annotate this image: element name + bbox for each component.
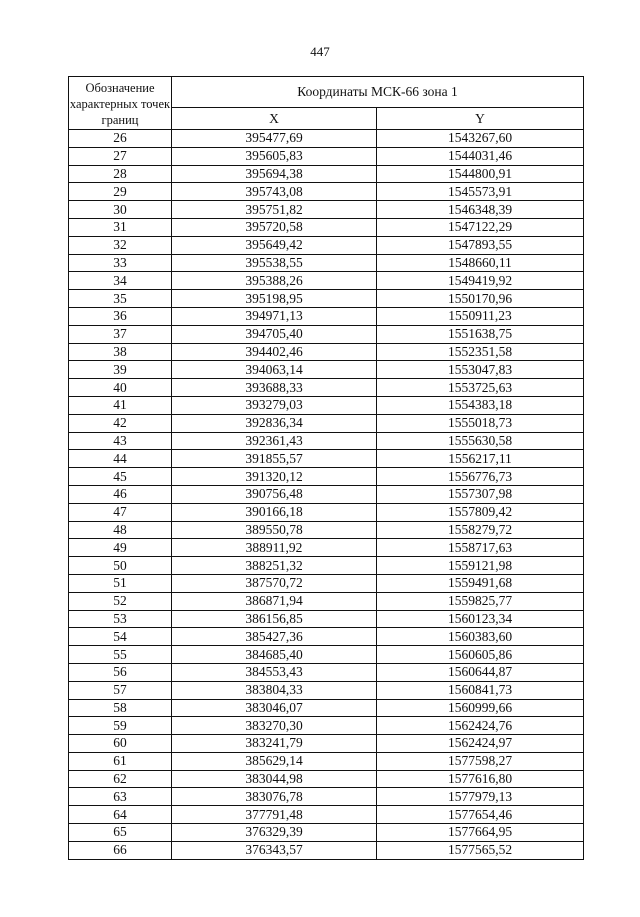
cell-y: 1556776,73 bbox=[377, 468, 584, 486]
cell-x: 386871,94 bbox=[172, 592, 377, 610]
cell-point: 65 bbox=[69, 824, 172, 842]
cell-point: 46 bbox=[69, 485, 172, 503]
cell-y: 1577598,27 bbox=[377, 752, 584, 770]
page-number: 447 bbox=[310, 44, 330, 59]
table-row bbox=[69, 663, 584, 681]
cell-y: 1547122,29 bbox=[377, 218, 584, 236]
table-row bbox=[69, 557, 584, 575]
table-row bbox=[69, 147, 584, 165]
cell-y: 1577664,95 bbox=[377, 824, 584, 842]
table-row bbox=[69, 343, 584, 361]
cell-x: 383241,79 bbox=[172, 735, 377, 753]
cell-y: 1560123,34 bbox=[377, 610, 584, 628]
cell-x: 385427,36 bbox=[172, 628, 377, 646]
cell-x: 394402,46 bbox=[172, 343, 377, 361]
cell-point: 29 bbox=[69, 183, 172, 201]
table-row bbox=[69, 610, 584, 628]
table-row bbox=[69, 752, 584, 770]
cell-y: 1555630,58 bbox=[377, 432, 584, 450]
table-row bbox=[69, 379, 584, 397]
cell-point: 48 bbox=[69, 521, 172, 539]
cell-x: 388251,32 bbox=[172, 557, 377, 575]
cell-y: 1550911,23 bbox=[377, 307, 584, 325]
cell-y: 1562424,76 bbox=[377, 717, 584, 735]
table-row bbox=[69, 130, 584, 148]
cell-y: 1551638,75 bbox=[377, 325, 584, 343]
cell-x: 395751,82 bbox=[172, 201, 377, 219]
cell-point: 28 bbox=[69, 165, 172, 183]
cell-y: 1560841,73 bbox=[377, 681, 584, 699]
cell-y: 1560605,86 bbox=[377, 646, 584, 664]
cell-x: 395605,83 bbox=[172, 147, 377, 165]
table-row bbox=[69, 307, 584, 325]
table-row bbox=[69, 450, 584, 468]
cell-x: 383044,98 bbox=[172, 770, 377, 788]
table-row bbox=[69, 521, 584, 539]
cell-y: 1554383,18 bbox=[377, 396, 584, 414]
table-row bbox=[69, 290, 584, 308]
cell-point: 64 bbox=[69, 806, 172, 824]
cell-y: 1549419,92 bbox=[377, 272, 584, 290]
cell-point: 36 bbox=[69, 307, 172, 325]
cell-point: 32 bbox=[69, 236, 172, 254]
table-row bbox=[69, 628, 584, 646]
cell-y: 1577979,13 bbox=[377, 788, 584, 806]
table-row bbox=[69, 681, 584, 699]
cell-point: 37 bbox=[69, 325, 172, 343]
cell-x: 383076,78 bbox=[172, 788, 377, 806]
cell-point: 56 bbox=[69, 663, 172, 681]
cell-x: 392361,43 bbox=[172, 432, 377, 450]
table-row bbox=[69, 218, 584, 236]
table-row bbox=[69, 432, 584, 450]
cell-y: 1557307,98 bbox=[377, 485, 584, 503]
cell-x: 387570,72 bbox=[172, 574, 377, 592]
cell-y: 1558279,72 bbox=[377, 521, 584, 539]
cell-point: 61 bbox=[69, 752, 172, 770]
cell-x: 395694,38 bbox=[172, 165, 377, 183]
table-row bbox=[69, 272, 584, 290]
cell-x: 395388,26 bbox=[172, 272, 377, 290]
cell-y: 1552351,58 bbox=[377, 343, 584, 361]
cell-x: 384685,40 bbox=[172, 646, 377, 664]
cell-point: 41 bbox=[69, 396, 172, 414]
cell-point: 27 bbox=[69, 147, 172, 165]
cell-point: 53 bbox=[69, 610, 172, 628]
cell-point: 33 bbox=[69, 254, 172, 272]
cell-y: 1577616,80 bbox=[377, 770, 584, 788]
cell-x: 383804,33 bbox=[172, 681, 377, 699]
cell-x: 383270,30 bbox=[172, 717, 377, 735]
cell-point: 47 bbox=[69, 503, 172, 521]
cell-y: 1543267,60 bbox=[377, 130, 584, 148]
cell-point: 26 bbox=[69, 130, 172, 148]
cell-y: 1553047,83 bbox=[377, 361, 584, 379]
cell-x: 386156,85 bbox=[172, 610, 377, 628]
header-point-designation: Обозначение характерных точек границ bbox=[69, 77, 172, 130]
cell-x: 376329,39 bbox=[172, 824, 377, 842]
table-row bbox=[69, 646, 584, 664]
cell-point: 66 bbox=[69, 841, 172, 859]
cell-y: 1557809,42 bbox=[377, 503, 584, 521]
table-row bbox=[69, 574, 584, 592]
cell-y: 1577565,52 bbox=[377, 841, 584, 859]
cell-point: 52 bbox=[69, 592, 172, 610]
cell-point: 35 bbox=[69, 290, 172, 308]
cell-y: 1577654,46 bbox=[377, 806, 584, 824]
cell-x: 394063,14 bbox=[172, 361, 377, 379]
cell-point: 63 bbox=[69, 788, 172, 806]
cell-point: 49 bbox=[69, 539, 172, 557]
cell-y: 1559121,98 bbox=[377, 557, 584, 575]
cell-point: 31 bbox=[69, 218, 172, 236]
cell-point: 42 bbox=[69, 414, 172, 432]
cell-x: 393279,03 bbox=[172, 396, 377, 414]
cell-x: 392836,34 bbox=[172, 414, 377, 432]
table-row bbox=[69, 236, 584, 254]
cell-point: 50 bbox=[69, 557, 172, 575]
table-row bbox=[69, 770, 584, 788]
cell-y: 1547893,55 bbox=[377, 236, 584, 254]
cell-x: 377791,48 bbox=[172, 806, 377, 824]
cell-y: 1560999,66 bbox=[377, 699, 584, 717]
table-row bbox=[69, 539, 584, 557]
cell-y: 1558717,63 bbox=[377, 539, 584, 557]
cell-x: 395649,42 bbox=[172, 236, 377, 254]
cell-y: 1545573,91 bbox=[377, 183, 584, 201]
table-row bbox=[69, 717, 584, 735]
cell-x: 385629,14 bbox=[172, 752, 377, 770]
cell-point: 39 bbox=[69, 361, 172, 379]
cell-y: 1546348,39 bbox=[377, 201, 584, 219]
cell-x: 395477,69 bbox=[172, 130, 377, 148]
cell-point: 57 bbox=[69, 681, 172, 699]
cell-x: 394705,40 bbox=[172, 325, 377, 343]
table-row bbox=[69, 414, 584, 432]
table-row bbox=[69, 183, 584, 201]
cell-x: 395538,55 bbox=[172, 254, 377, 272]
table-row bbox=[69, 699, 584, 717]
cell-x: 394971,13 bbox=[172, 307, 377, 325]
cell-point: 30 bbox=[69, 201, 172, 219]
cell-y: 1553725,63 bbox=[377, 379, 584, 397]
header-x: X bbox=[172, 108, 377, 130]
table-row bbox=[69, 254, 584, 272]
cell-x: 390756,48 bbox=[172, 485, 377, 503]
cell-x: 391855,57 bbox=[172, 450, 377, 468]
cell-y: 1556217,11 bbox=[377, 450, 584, 468]
cell-y: 1560383,60 bbox=[377, 628, 584, 646]
table-row bbox=[69, 468, 584, 486]
cell-point: 55 bbox=[69, 646, 172, 664]
cell-point: 60 bbox=[69, 735, 172, 753]
cell-x: 395743,08 bbox=[172, 183, 377, 201]
coordinates-table bbox=[68, 76, 584, 860]
cell-y: 1559825,77 bbox=[377, 592, 584, 610]
cell-y: 1544031,46 bbox=[377, 147, 584, 165]
cell-point: 43 bbox=[69, 432, 172, 450]
cell-x: 376343,57 bbox=[172, 841, 377, 859]
cell-x: 390166,18 bbox=[172, 503, 377, 521]
cell-point: 58 bbox=[69, 699, 172, 717]
cell-y: 1550170,96 bbox=[377, 290, 584, 308]
table-body bbox=[69, 130, 584, 860]
cell-y: 1560644,87 bbox=[377, 663, 584, 681]
table-row bbox=[69, 396, 584, 414]
cell-point: 34 bbox=[69, 272, 172, 290]
table-row bbox=[69, 165, 584, 183]
cell-x: 383046,07 bbox=[172, 699, 377, 717]
cell-point: 45 bbox=[69, 468, 172, 486]
cell-y: 1548660,11 bbox=[377, 254, 584, 272]
table-row bbox=[69, 503, 584, 521]
cell-point: 44 bbox=[69, 450, 172, 468]
cell-x: 389550,78 bbox=[172, 521, 377, 539]
cell-y: 1559491,68 bbox=[377, 574, 584, 592]
cell-y: 1544800,91 bbox=[377, 165, 584, 183]
cell-x: 388911,92 bbox=[172, 539, 377, 557]
cell-x: 395720,58 bbox=[172, 218, 377, 236]
table-row bbox=[69, 361, 584, 379]
cell-point: 51 bbox=[69, 574, 172, 592]
table-row bbox=[69, 824, 584, 842]
cell-x: 391320,12 bbox=[172, 468, 377, 486]
table-row bbox=[69, 325, 584, 343]
table-row bbox=[69, 735, 584, 753]
cell-point: 59 bbox=[69, 717, 172, 735]
cell-point: 38 bbox=[69, 343, 172, 361]
cell-point: 40 bbox=[69, 379, 172, 397]
cell-point: 54 bbox=[69, 628, 172, 646]
cell-y: 1555018,73 bbox=[377, 414, 584, 432]
cell-x: 384553,43 bbox=[172, 663, 377, 681]
cell-x: 395198,95 bbox=[172, 290, 377, 308]
cell-y: 1562424,97 bbox=[377, 735, 584, 753]
table-row bbox=[69, 201, 584, 219]
cell-point: 62 bbox=[69, 770, 172, 788]
table-row bbox=[69, 485, 584, 503]
header-y: Y bbox=[377, 108, 584, 130]
table-row bbox=[69, 788, 584, 806]
table-row bbox=[69, 806, 584, 824]
header-coordinates: Координаты МСК-66 зона 1 bbox=[172, 77, 584, 108]
cell-x: 393688,33 bbox=[172, 379, 377, 397]
table-row bbox=[69, 841, 584, 859]
table-row bbox=[69, 592, 584, 610]
